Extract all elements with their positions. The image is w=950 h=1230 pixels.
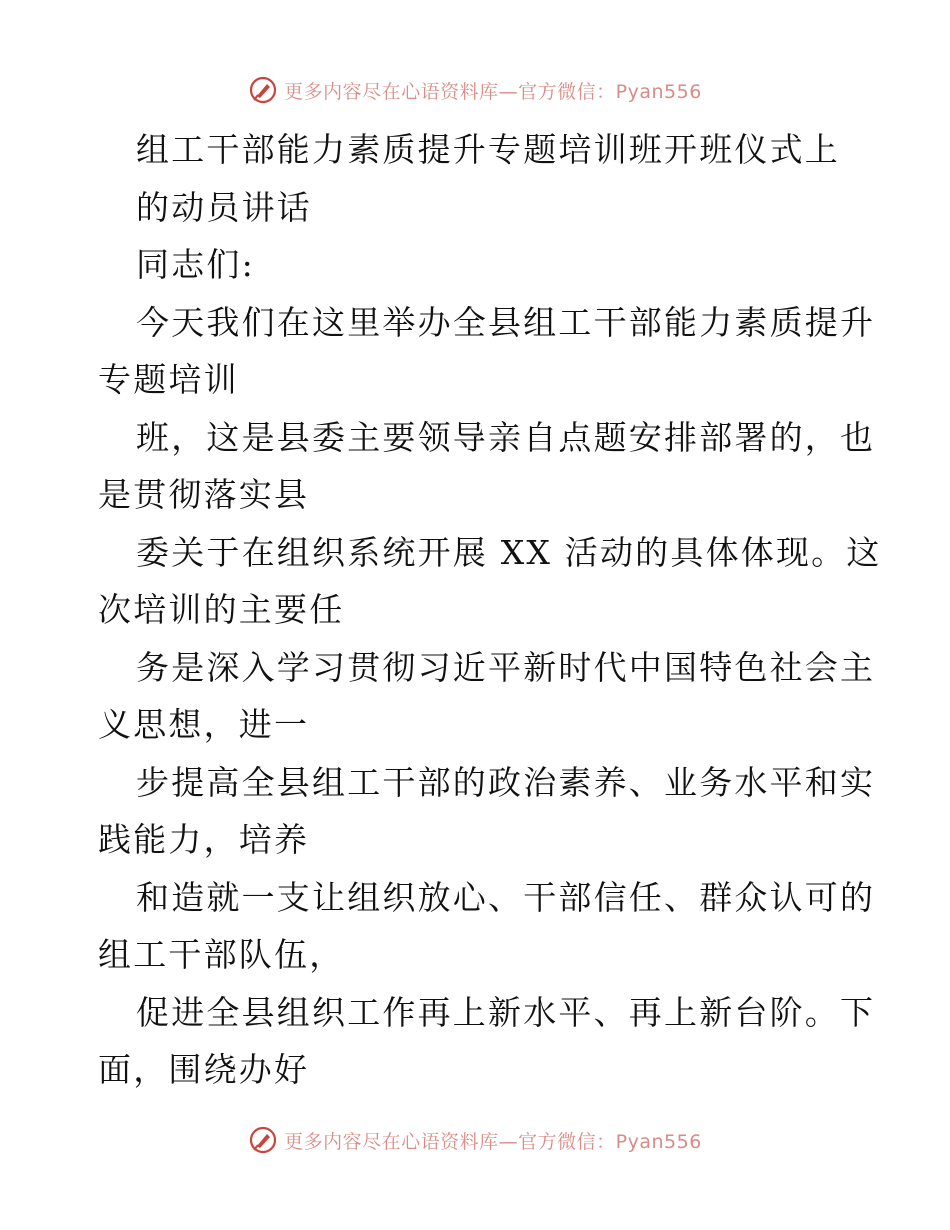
paragraph-line: 义思想，进一 [98, 705, 310, 744]
paragraph-line: 专题培训 [98, 360, 239, 399]
paragraph-line: 践能力，培养 [98, 820, 310, 859]
paragraph-line: 组工干部队伍， [98, 935, 345, 974]
document-body [98, 121, 882, 1099]
salutation: 同志们: [136, 245, 255, 284]
paragraph-line: 务是深入学习贯彻习近平新时代中国特色社会主 [136, 647, 876, 687]
paragraph-line: 面，围绕办好 [98, 1050, 310, 1089]
paragraph-line: 是贯彻落实县 [98, 475, 310, 514]
paragraph-line: 次培训的主要任 [98, 590, 345, 629]
banner-text: 更多内容尽在心语资料库—官方微信：Pyan556 [284, 1130, 702, 1153]
document-title-line: 组工干部能力素质提升专题培训班开班仪式上 [136, 130, 840, 169]
paragraph-line: 今天我们在这里举办全县组工干部能力素质提升 [136, 302, 876, 342]
banner-text: 更多内容尽在心语资料库—官方微信：Pyan556 [284, 80, 702, 103]
pen-nib-logo-icon [248, 75, 278, 105]
paragraph-line: 委关于在组织系统开展 XX 活动的具体体现。这 [136, 532, 882, 572]
paragraph-line: 步提高全县组工干部的政治素养、业务水平和实 [136, 762, 876, 802]
pen-nib-logo-icon [248, 1125, 278, 1155]
header-banner [0, 70, 950, 110]
document-title-line: 的动员讲话 [136, 187, 312, 227]
footer-banner [0, 1120, 950, 1160]
paragraph-line: 促进全县组织工作再上新水平、再上新台阶。下 [136, 992, 876, 1032]
paragraph-line: 班，这是县委主要领导亲自点题安排部署的，也 [136, 417, 876, 457]
paragraph-line: 和造就一支让组织放心、干部信任、群众认可的 [136, 877, 876, 917]
